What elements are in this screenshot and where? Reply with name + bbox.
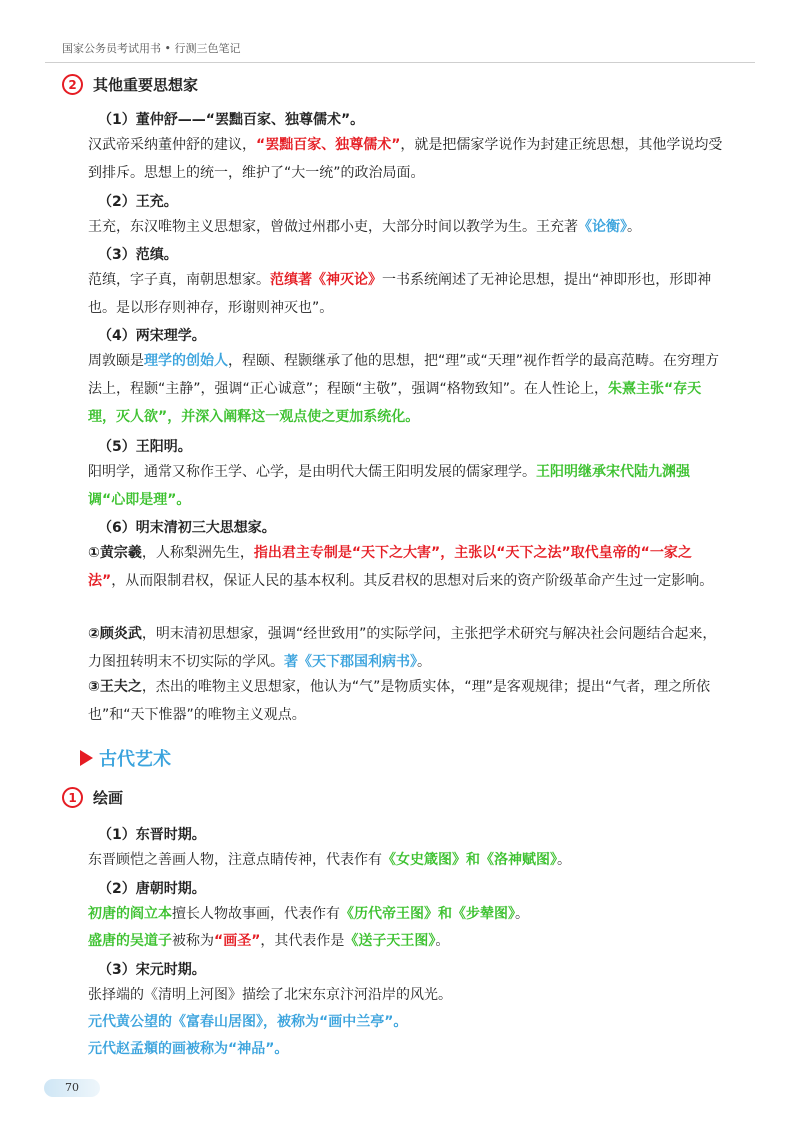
jin-highlight: 《女史箴图》和《洛神赋图》	[382, 852, 557, 868]
wang-heading: （2）王充。	[98, 194, 178, 210]
songyuan-paragraph-3: 元代赵孟頫的画被称为“神品”。	[88, 1041, 289, 1057]
dong-heading: （1）董仲舒——“罢黜百家、独尊儒术”。	[98, 112, 365, 128]
tang-text-4: ，其代表作是	[260, 933, 345, 949]
wang-highlight: 《论衡》	[578, 219, 627, 235]
song-heading: （4）两宋理学。	[98, 328, 206, 344]
yang-paragraph	[88, 458, 723, 514]
wang-text-1: 王充，东汉唯物主义思想家，曾做过州郡小吏，大部分时间以教学为生。王充著	[88, 219, 578, 235]
song-text-2: ，程颐、程颢继承了他的思想，把“理”或“天理”视作哲学的最高范畴。在穷理方法上，程颢“主静”，强调“正心诚意”；程颐“主敬”，强调“格物致知”。在人性论上，	[88, 353, 720, 397]
wang-text-2: 。	[627, 219, 641, 235]
gu-name: ②顾炎武	[88, 626, 142, 642]
tang-text-5: 。	[435, 933, 450, 949]
dong-text-1: 汉武帝采纳董仲舒的建议，	[88, 137, 256, 153]
gu-highlight: 著《天下郡国利病书》	[284, 654, 417, 670]
huang-text-1: ，人称梨洲先生，	[141, 545, 254, 561]
painting-title: 绘画	[93, 789, 124, 807]
dong-text-2: ，就是把儒家学说作为封建正统思想，其他学说均受到排斥。思想上的统一，维护了“大一统”的政治局面。	[88, 137, 723, 181]
thinkers-title: 其他重要思想家	[93, 76, 199, 94]
jin-text-1: 东晋顾恺之善画人物，注意点睛传神，代表作有	[88, 852, 382, 868]
songyuan-heading: （3）宋元时期。	[98, 962, 206, 978]
tang-paragraph-1	[88, 900, 723, 928]
tang-highlight-5: 《送子天王图》	[344, 933, 436, 949]
huang-name: ①黄宗羲	[88, 545, 142, 561]
fan-text-1: 范缜，字子真，南朝思想家。	[88, 272, 270, 288]
fan-text-2: 一书系统阐述了无神论思想，提出“神即形也，形即神也。是以形存则神存，形谢则神灭也”。	[88, 272, 712, 316]
three-thinkers-heading: （6）明末清初三大思想家。	[98, 520, 276, 536]
tang-text-3: 被称为	[172, 933, 214, 949]
jin-heading: （1）东晋时期。	[98, 827, 206, 843]
wangfuzhi-name: ③王夫之	[88, 679, 142, 695]
gu-text-1: ，明末清初思想家，强调“经世致用”的实际学问，主张把学术研究与解决社会问题结合起来，力图扭转明末不切实际的学风。	[88, 626, 717, 670]
wangfuzhi-paragraph	[88, 673, 723, 729]
dong-paragraph	[88, 131, 723, 187]
songyuan-paragraph-2: 元代黄公望的《富春山居图》，被称为“画中兰亭”。	[88, 1014, 408, 1030]
fan-highlight: 范缜著《神灭论》	[270, 272, 382, 288]
tang-highlight-4: “画圣”	[214, 933, 261, 949]
yang-heading: （5）王阳明。	[98, 439, 192, 455]
jin-text-2: 。	[557, 852, 571, 868]
circled-number-2: 2	[62, 74, 83, 95]
art-section-heading	[80, 745, 171, 771]
song-highlight-2: 朱熹主张“存天理，灭人欲”，并深入阐释这一观点使之更加系统化。	[88, 381, 702, 425]
tang-text-1: 擅长人物故事画，代表作有	[172, 906, 340, 922]
tang-highlight-3: 盛唐的吴道子	[88, 933, 172, 949]
jin-paragraph	[88, 846, 723, 874]
huang-highlight: 指出君主专制是“天下之大害”，主张以“天下之法”取代皇帝的“一家之法”	[88, 545, 692, 589]
tang-heading: （2）唐朝时期。	[98, 881, 206, 897]
art-section-title: 古代艺术	[99, 749, 171, 770]
tang-text-2: 。	[515, 906, 529, 922]
gu-paragraph	[88, 620, 723, 676]
fan-heading: （3）范缜。	[98, 247, 178, 263]
dong-highlight: “罢黜百家、独尊儒术”	[256, 137, 401, 153]
song-highlight-1: 理学的创始人	[144, 353, 228, 369]
tang-highlight-1: 初唐的阎立本	[88, 906, 172, 922]
painting-heading	[62, 787, 123, 808]
song-paragraph	[88, 347, 723, 431]
tang-paragraph-2	[88, 927, 723, 955]
song-text-1: 周敦颐是	[88, 353, 144, 369]
songyuan-paragraph-1: 张择端的《清明上河图》描绘了北宋东京汴河沿岸的风光。	[88, 987, 452, 1003]
wangfuzhi-text: ，杰出的唯物主义思想家，他认为“气”是物质实体，“理”是客观规律；提出“气者，理之所依也”和“天下惟器”的唯物主义观点。	[88, 679, 711, 723]
header-divider	[45, 62, 755, 63]
yang-highlight: 王阳明继承宋代陆九渊强调“心即是理”。	[88, 464, 690, 508]
circled-number-1: 1	[62, 787, 83, 808]
huang-text-2: ，从而限制君权，保证人民的基本权利。其反君权的思想对后来的资产阶级革命产生过一定影响。	[111, 573, 714, 589]
wang-paragraph	[88, 213, 723, 241]
thinkers-heading	[62, 74, 198, 95]
triangle-bullet-icon	[80, 750, 93, 766]
page-number: 70	[44, 1079, 100, 1097]
fan-paragraph	[88, 266, 723, 322]
running-header: 国家公务员考试用书 • 行测三色笔记	[62, 42, 241, 55]
gu-text-2: 。	[417, 654, 431, 670]
yang-text-1: 阳明学，通常又称作王学、心学，是由明代大儒王阳明发展的儒家理学。	[88, 464, 536, 480]
huang-paragraph	[88, 539, 723, 595]
tang-highlight-2: 《历代帝王图》和《步辇图》	[340, 906, 515, 922]
